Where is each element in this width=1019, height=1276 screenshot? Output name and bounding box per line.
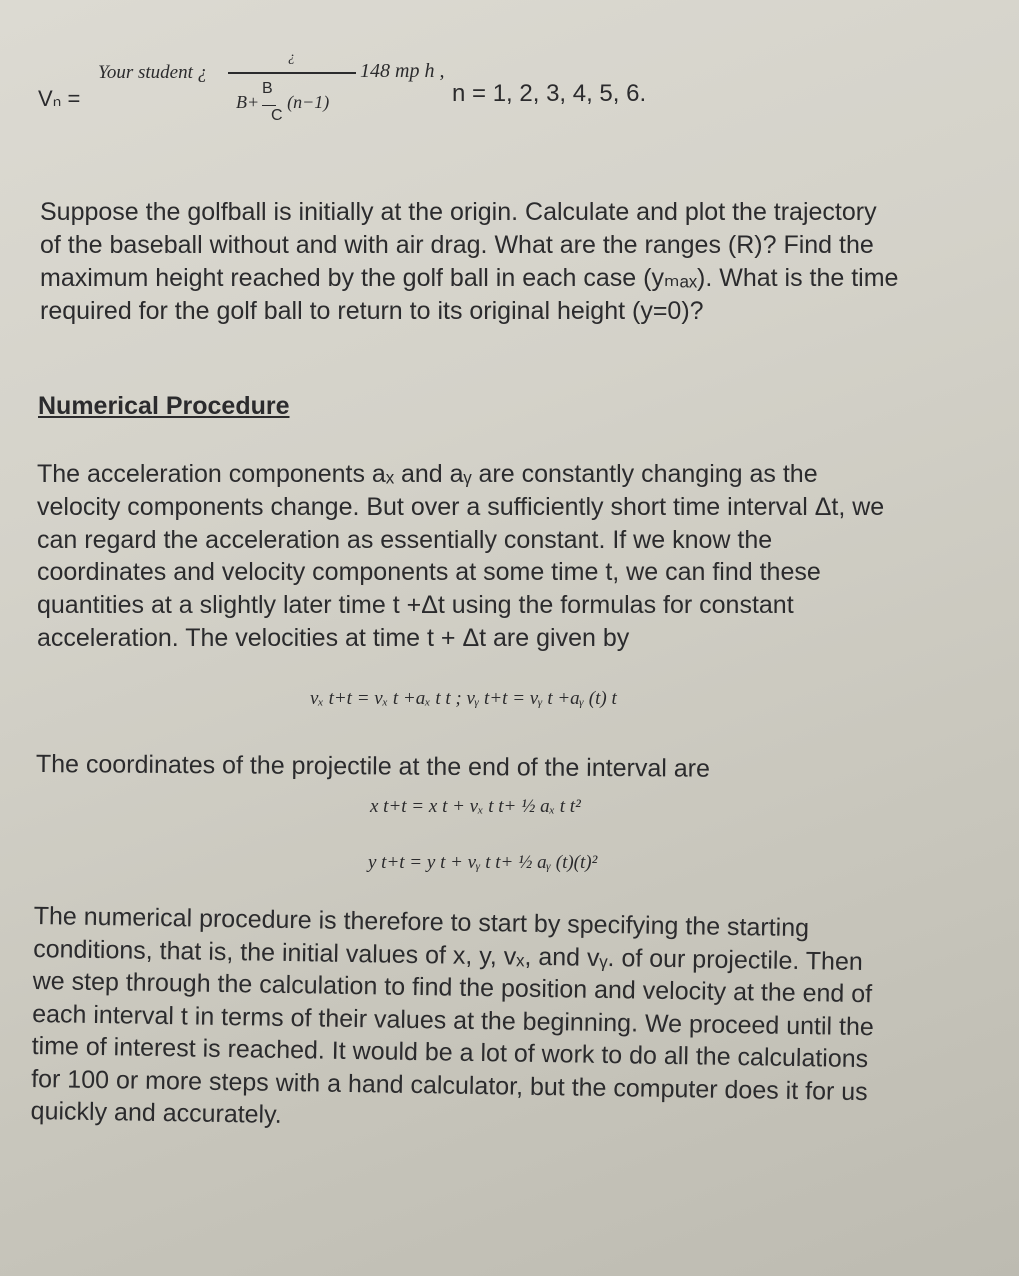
final-line: quickly and accurately.	[30, 1096, 282, 1129]
question-line: of the baseball without and with air drag. What are the ranges (R)? Find the	[40, 231, 874, 259]
denominator-suffix: (n−1)	[287, 92, 330, 112]
vn-label: Vₙ =	[38, 86, 81, 111]
final-line: time of interest is reached. It would be a lot of work to do all the calculations	[31, 1031, 869, 1074]
fraction-bar	[228, 72, 356, 74]
final-line: conditions, that is, the initial values of x, y, vₓ, and vᵧ. of our projectile. Then	[33, 934, 863, 976]
question-line: required for the golf ball to return to its original height (y=0)?	[40, 297, 704, 325]
velocity-equation: vₓ t+t = vₓ t +aₓ t t ; vᵧ t+t = vᵧ t +aᵧ (t) t	[310, 688, 617, 709]
final-line: we step through the calculation to find the position and velocity at the end of	[32, 966, 873, 1009]
denominator-c: C	[271, 107, 283, 124]
procedure-paragraph	[37, 458, 884, 655]
denominator-b: B	[262, 80, 273, 97]
procedure-line: coordinates and velocity components at some time t, we can find these	[37, 558, 821, 587]
procedure-line: quantities at a slightly later time t +Δt using the formulas for constant	[37, 591, 794, 620]
final-line: for 100 or more steps with a hand calculator, but the computer does it for us	[30, 1064, 868, 1106]
coordinates-intro: The coordinates of the projectile at the end of the interval are	[35, 750, 711, 783]
x-equation: x t+t = x t + vₓ t t+ ½ aₓ t t²	[370, 796, 581, 817]
procedure-line: velocity components change. But over a sufficiently short time interval Δt, we	[37, 492, 885, 521]
denominator-prefix: B+	[236, 92, 260, 112]
small-fraction-bar	[262, 105, 276, 106]
speed-value: 148 mp h ,	[360, 60, 445, 82]
procedure-line: acceleration. The velocities at time t + Δt are given by	[37, 623, 630, 652]
final-paragraph	[30, 900, 875, 1141]
section-heading: Numerical Procedure	[38, 392, 290, 420]
fraction-denominator	[236, 92, 329, 113]
question-line: maximum height reached by the golf ball in each case (yₘₐₓ). What is the time	[40, 264, 899, 292]
question-paragraph	[40, 196, 898, 328]
n-values: n = 1, 2, 3, 4, 5, 6.	[452, 80, 647, 107]
fraction-numerator: ¿	[288, 50, 295, 65]
procedure-line: can regard the acceleration as essentially constant. If we know the	[37, 525, 773, 554]
question-line: Suppose the golfball is initially at the origin. Calculate and plot the trajectory	[40, 198, 877, 226]
student-text: Your student ¿	[98, 62, 208, 83]
final-line: each interval t in terms of their values at the beginning. We proceed until the	[31, 999, 875, 1041]
procedure-line: The acceleration components aₓ and aᵧ are constantly changing as the	[37, 460, 818, 488]
y-equation: y t+t = y t + vᵧ t t+ ½ aᵧ (t)(t)²	[368, 852, 598, 873]
final-line: The numerical procedure is therefore to start by specifying the starting	[33, 901, 810, 943]
